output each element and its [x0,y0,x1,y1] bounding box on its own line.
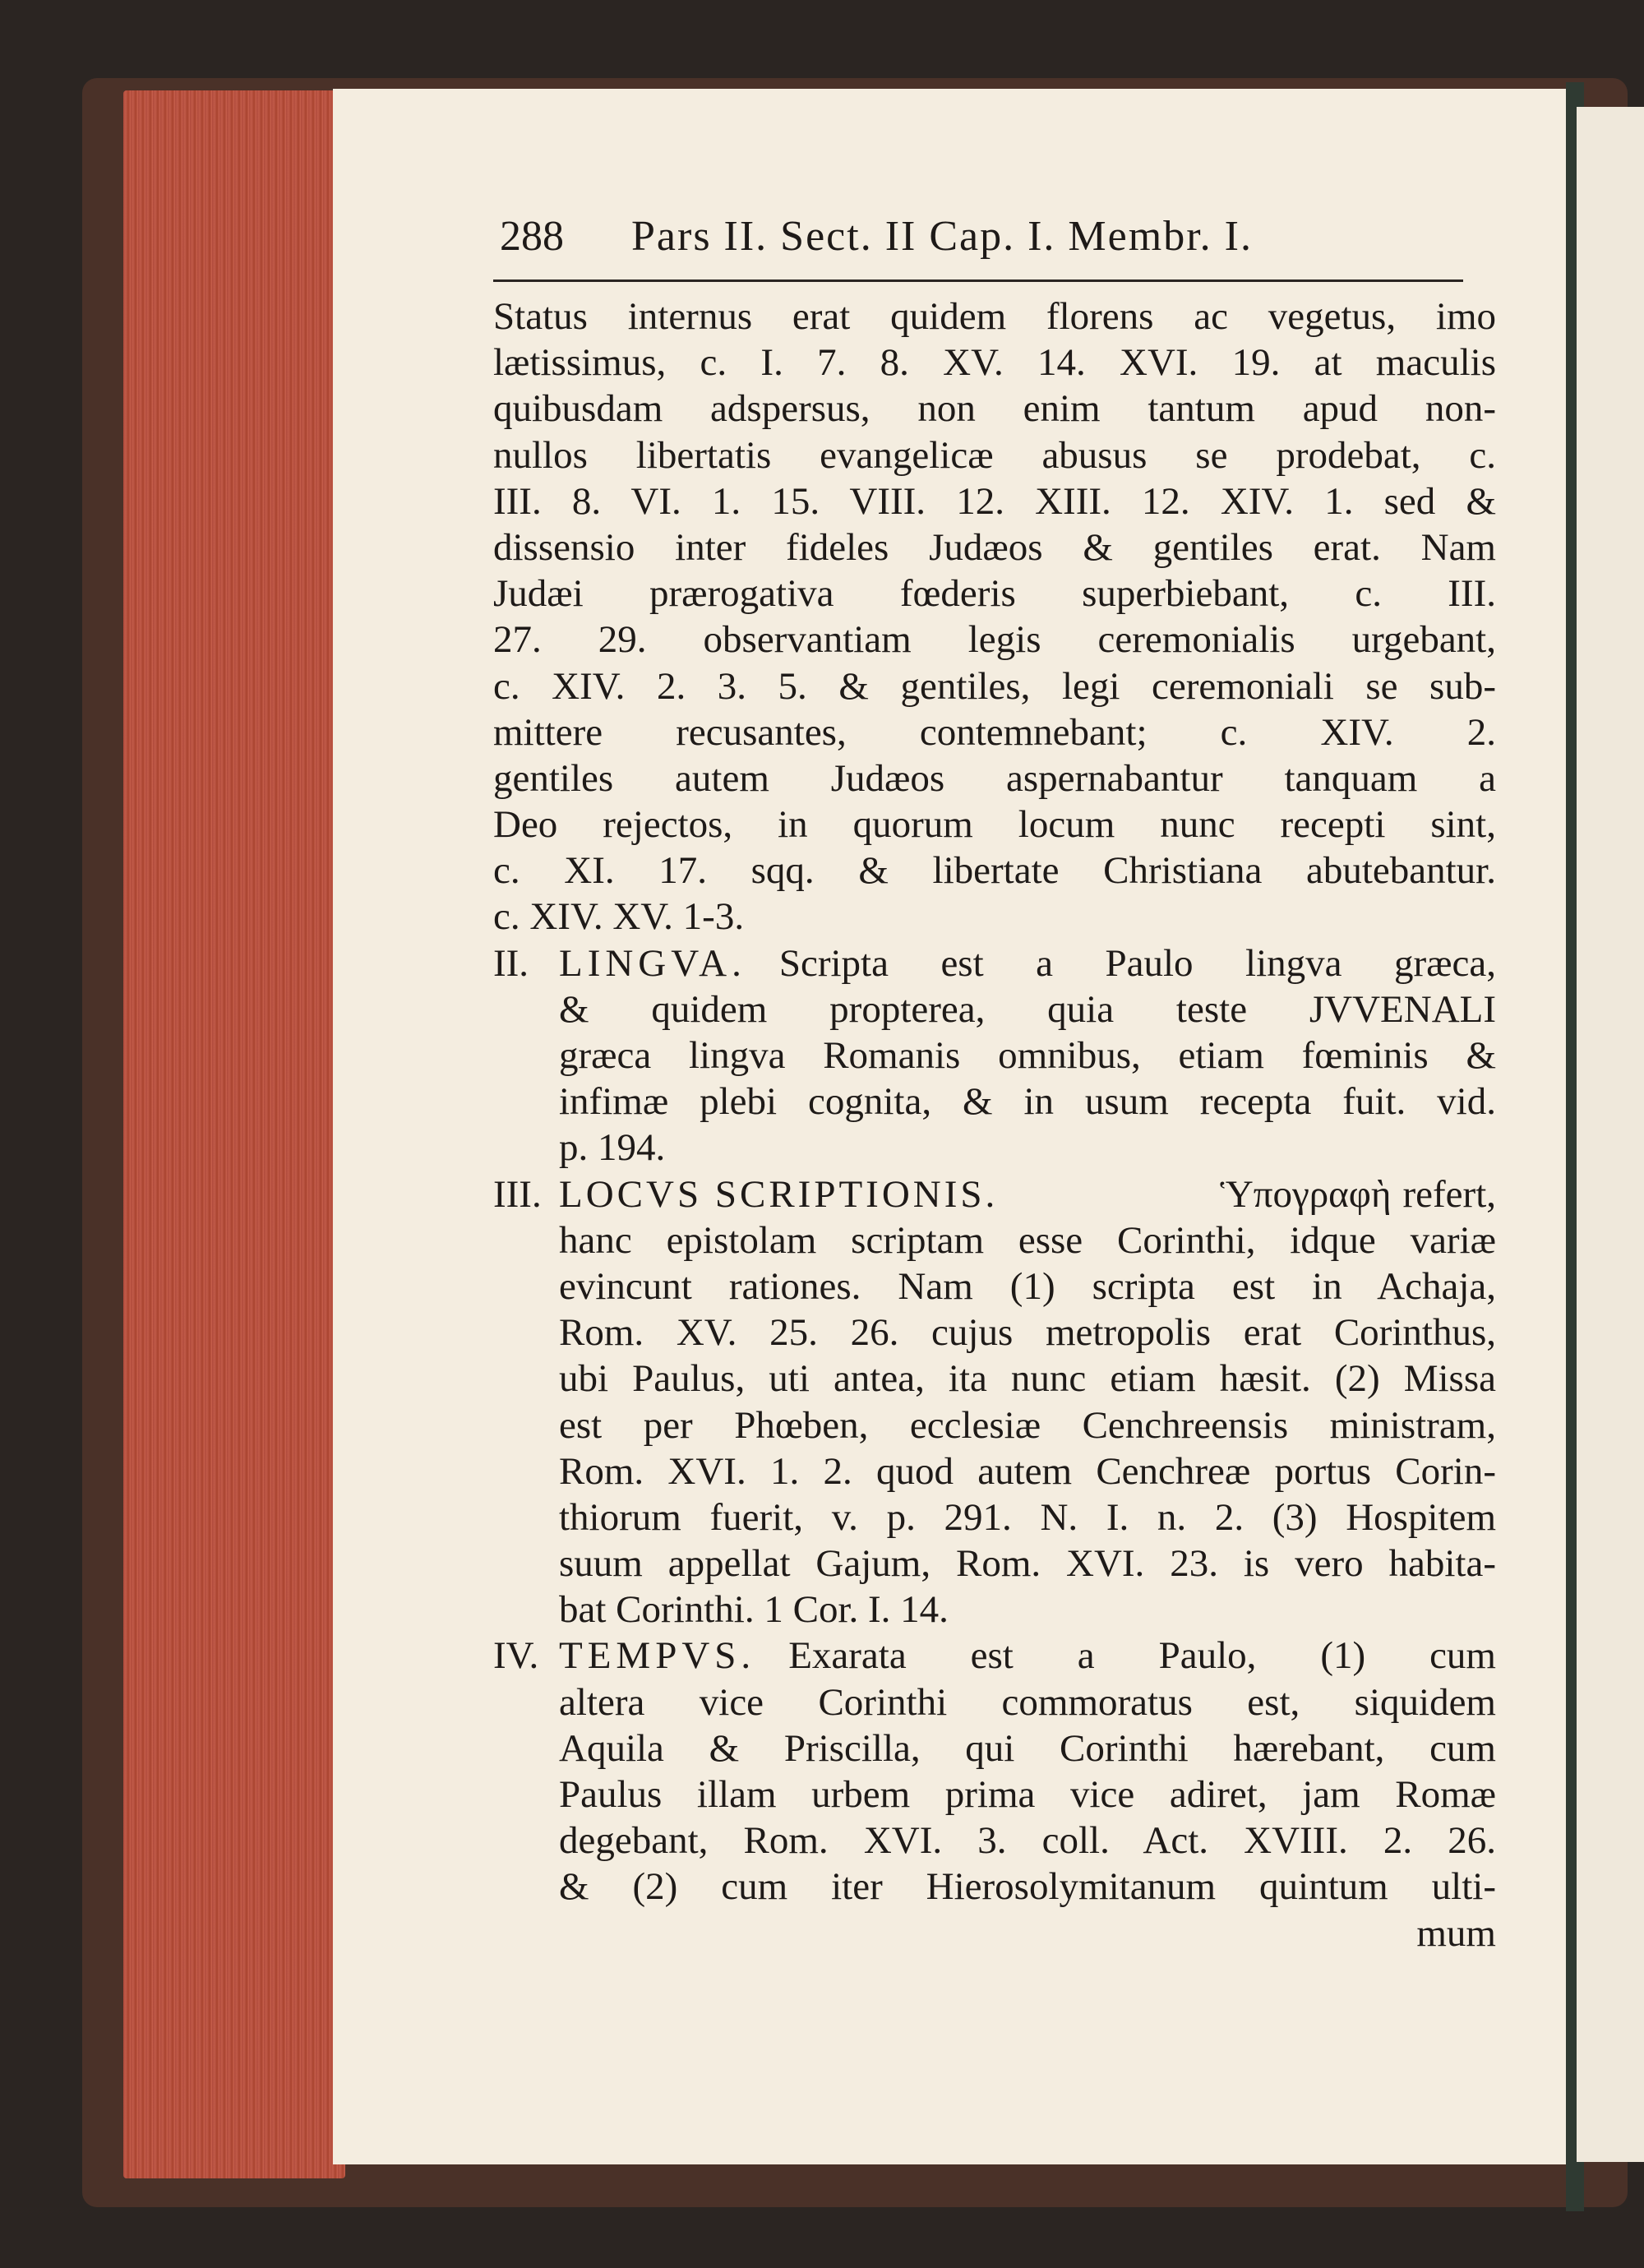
text-line: Status internus erat quidem florens ac vegetus, imo [493,295,1496,338]
text-line: degebant, Rom. XVI. 3. coll. Act. XVIII. 2. 26. [559,1819,1496,1863]
section-number: IV. [493,1634,539,1678]
text-line: evincunt rationes. Nam (1) scripta est in Achaja, [559,1264,1496,1308]
page-number: 288 [500,213,564,260]
section-heading: TEMPVS. [559,1634,756,1678]
page-header [493,210,1496,274]
text-line: lætissimus, c. I. 7. 8. XV. 14. XVI. 19. at maculis [493,341,1496,385]
running-head: Pars II. Sect. II Cap. I. Membr. I. [631,213,1253,260]
text-line: est per Phœben, ecclesiæ Cenchreensis ministram, [559,1403,1496,1447]
text-line: ubi Paulus, uti antea, ita nunc etiam hæsit. (2) Missa [559,1357,1496,1401]
text-line: Rom. XVI. 1. 2. quod autem Cenchreæ portus Corin- [559,1449,1496,1493]
text-line: bat Corinthi. 1 Cor. I. 14. [559,1588,949,1632]
text-line: refert, [1402,1172,1496,1216]
text-line: Scripta est a Paulo lingva græca, [778,941,1496,985]
page-text-area [493,210,1496,1955]
text-line: thiorum fuerit, v. p. 291. N. I. n. 2. (3) Hospitem [559,1495,1496,1539]
section-locus-line [493,1171,1496,1217]
text-line: Deo rejectos, in quorum locum nunc recepti sint, [493,803,1496,847]
section-number: III. [493,1172,542,1216]
text-line: suum appellat Gajum, Rom. XVI. 23. is vero habita- [559,1542,1496,1586]
page-edges [123,90,345,2178]
text-line: gentiles autem Judæos aspernabantur tanquam a [493,756,1496,800]
text-line: quibusdam adspersus, non enim tantum apud non- [493,387,1496,431]
text-line: c. XIV. XV. 1-3. [493,895,745,939]
text-line: nullos libertatis evangelicæ abusus se prodebat, c. [493,433,1496,477]
text-line: & (2) cum iter Hierosolymitanum quintum ulti- [559,1865,1496,1909]
text-line: Paulus illam urbem prima vice adiret, jam Romæ [559,1773,1496,1816]
text-line: mittere recusantes, contemnebant; c. XIV. 2. [493,710,1496,754]
text-line: Judæi prærogativa fœderis superbiebant, c. III. [493,572,1496,616]
section-lingva-line [493,940,1496,986]
text-line: Exarata est a Paulo, (1) cum [788,1634,1496,1678]
text-line: p. 194. [559,1126,666,1170]
text-line: infimæ plebi cognita, & in usum recepta fuit. vid. [559,1080,1496,1124]
greek-word: Ὑπογραφὴ [1220,1172,1392,1216]
facing-page [1577,107,1644,2162]
text-line: c. XIV. 2. 3. 5. & gentiles, legi ceremoniali se sub- [493,664,1496,708]
section-number: II. [493,941,529,985]
section-heading: LINGVA. [559,941,746,985]
section-tempus-line [493,1633,1496,1679]
text-line: III. 8. VI. 1. 15. VIII. 12. XIII. 12. XIV. 1. sed & [493,479,1496,523]
body-text [493,293,1496,1956]
text-line: græca lingva Romanis omnibus, etiam fœminis & [559,1034,1496,1077]
text-line: dissensio inter fideles Judæos & gentiles erat. Nam [493,525,1496,569]
text-line: c. XI. 17. sqq. & libertate Christiana abutebantur. [493,849,1496,893]
header-rule [493,279,1463,282]
section-heading: LOCVS SCRIPTIONIS. [559,1172,999,1216]
text-line: altera vice Corinthi commoratus est, siquidem [559,1680,1496,1724]
text-line: Aquila & Priscilla, qui Corinthi hærebant, cum [559,1726,1496,1770]
text-line: & quidem propterea, quia teste JVVENALI [559,987,1496,1031]
catchword: mum [1416,1911,1496,1955]
text-line: Rom. XV. 25. 26. cujus metropolis erat Corinthus, [559,1311,1496,1355]
text-line: hanc epistolam scriptam esse Corinthi, idque variæ [559,1218,1496,1262]
text-line: 27. 29. observantiam legis ceremonialis urgebant, [493,618,1496,662]
